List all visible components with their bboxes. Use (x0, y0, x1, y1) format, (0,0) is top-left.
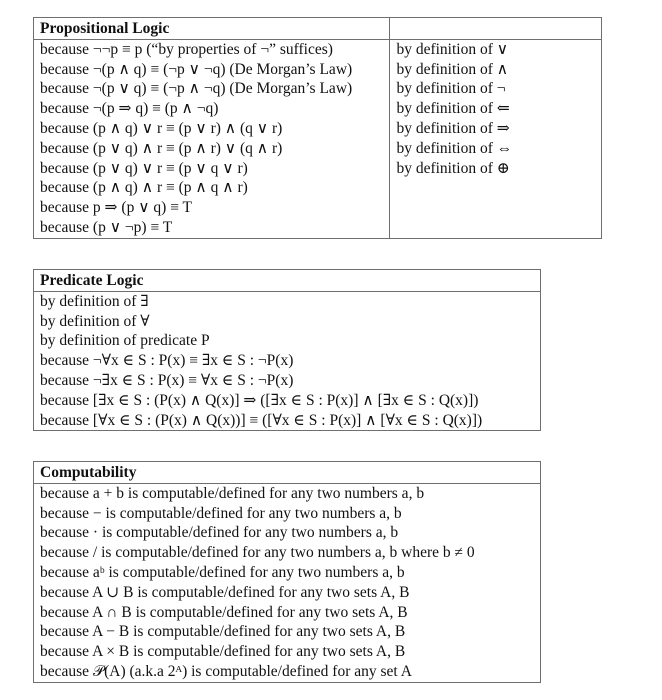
propositional-definition: by definition of ∨ (396, 40, 509, 58)
computability-rule: because − is computable/defined for any two numbers a, b (40, 504, 402, 522)
propositional-rule: because ¬¬p ≡ p (“by properties of ¬” suffices) (40, 40, 333, 58)
propositional-rule: because (p ∨ q) ∧ r ≡ (p ∧ r) ∨ (q ∧ r) (40, 139, 283, 157)
computability-rule: because A ∩ B is computable/defined for any two sets A, B (40, 603, 408, 621)
computability-rule: because A × B is computable/defined for any two sets A, B (40, 643, 406, 661)
computability-rule: because A ∪ B is computable/defined for any two sets A, B (40, 583, 410, 601)
computability-table (33, 461, 541, 683)
predicate-rule: because ¬∀x ∈ S : P(x) ≡ ∃x ∈ S : ¬P(x) (40, 352, 294, 370)
propositional-rule: because p ⇒ (p ∨ q) ≡ T (40, 199, 193, 217)
predicate-rule: because ¬∃x ∈ S : P(x) ≡ ∀x ∈ S : ¬P(x) (40, 371, 294, 389)
computability-rule: because / is computable/defined for any two numbers a, b where b ≠ 0 (40, 544, 475, 562)
propositional-definition: by definition of ∧ (396, 60, 509, 78)
propositional-rule: because (p ∨ q) ∨ r ≡ (p ∨ q ∨ r) (40, 159, 248, 177)
propositional-right-column (390, 39, 602, 238)
predicate-rules-cell (34, 291, 541, 431)
computability-rule: because a + b is computable/defined for any two numbers a, b (40, 484, 425, 502)
predicate-rule: by definition of ∃ (40, 292, 149, 310)
predicate-rule: because [∃x ∈ S : (P(x) ∧ Q(x)] ⇒ ([∃x ∈ S : P(x)] ∧ [∃x ∈ S : Q(x)]) (40, 391, 479, 409)
predicate-logic-title: Predicate Logic (34, 270, 541, 292)
propositional-rule: because (p ∧ q) ∨ r ≡ (p ∨ r) ∧ (q ∨ r) (40, 119, 283, 137)
propositional-definition: by definition of ⇒ (396, 119, 510, 137)
propositional-logic-title: Propositional Logic (34, 18, 390, 40)
propositional-definition: by definition of ¬ (396, 80, 506, 98)
propositional-rule: because (p ∧ q) ∧ r ≡ (p ∧ q ∧ r) (40, 179, 248, 197)
predicate-rule: because [∀x ∈ S : (P(x) ∧ Q(x))] ≡ ([∀x ∈ S : P(x)] ∧ [∀x ∈ S : Q(x)]) (40, 411, 483, 429)
propositional-definition: by definition of ⇔ (396, 139, 513, 157)
propositional-definition: by definition of ⊕ (396, 159, 510, 177)
computability-rule: because 𝒫(A) (a.k.a 2ᴬ) is computable/defined for any set A (40, 662, 412, 680)
propositional-rule: because (p ∨ ¬p) ≡ T (40, 218, 173, 236)
computability-rule: because · is computable/defined for any two numbers a, b (40, 524, 399, 542)
propositional-rule: because ¬(p ⇒ q) ≡ (p ∧ ¬q) (40, 100, 219, 118)
predicate-rule: by definition of ∀ (40, 312, 150, 330)
predicate-rule: by definition of predicate P (40, 332, 210, 350)
computability-rule: because A − B is computable/defined for any two sets A, B (40, 623, 406, 641)
propositional-rule: because ¬(p ∧ q) ≡ (¬p ∨ ¬q) (De Morgan’s Law) (40, 60, 353, 78)
computability-rules-cell (34, 483, 541, 682)
predicate-logic-table (33, 269, 541, 431)
propositional-definition: by definition of ⇐ (396, 100, 510, 118)
computability-rule: because aᵇ is computable/defined for any two numbers a, b (40, 563, 405, 581)
propositional-logic-table (33, 17, 602, 239)
propositional-header-blank (390, 18, 602, 40)
propositional-rule: because ¬(p ∨ q) ≡ (¬p ∧ ¬q) (De Morgan’s Law) (40, 80, 353, 98)
computability-title: Computability (34, 462, 541, 484)
propositional-left-column (34, 39, 390, 238)
